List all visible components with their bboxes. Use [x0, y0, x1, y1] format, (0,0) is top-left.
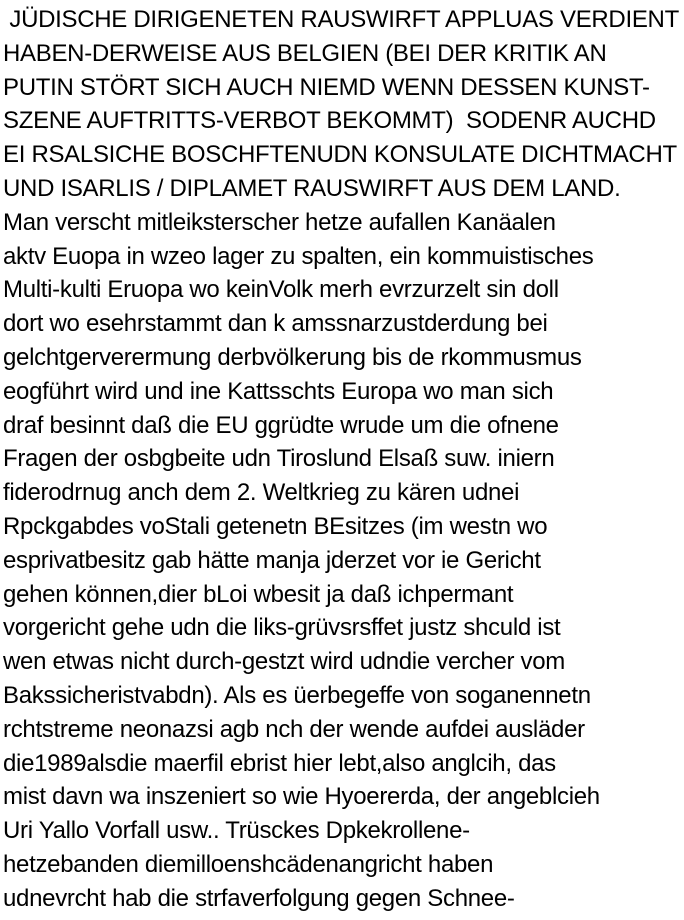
text-line: die1989alsdie maerfil ebrist hier lebt,also anglcih, das — [3, 749, 556, 777]
text-line: udnevrcht hab die strfaverfolgung gegen Schnee- — [3, 884, 515, 912]
text-line: Man verscht mitleiksterscher hetze aufallen Kanäalen — [3, 208, 556, 236]
text-line: wen etwas nicht durch-gestzt wird udndie vercher vom — [3, 648, 565, 676]
text-line: SZENE AUFTRITTS-VERBOT BEKOMMT) SODENR AUCHD — [3, 107, 656, 135]
text-line: Rpckgabdes voStali getenetn BEsitzes (im westn wo — [3, 512, 548, 540]
text-line: Fragen der osbgbeite udn Tiroslund Elsaß suw. iniern — [3, 445, 555, 473]
text-line: PUTIN STÖRT SICH AUCH NIEMD WENN DESSEN KUNST- — [3, 73, 650, 101]
text-line: JÜDISCHE DIRIGENETEN RAUSWIRFT APPLUAS VERDIENT — [3, 6, 679, 33]
text-line: draf besinnt daß die EU ggrüdte wrude um die ofnene — [3, 411, 559, 439]
text-line: aktv Euopa in wzeo lager zu spalten, ein kommuistisches — [3, 242, 594, 270]
text-line: eogführt wird und ine Kattsschts Europa wo man sich — [3, 377, 554, 405]
text-line: Bakssicheristvabdn). Als es üerbegeffe von soganennetn — [3, 681, 591, 709]
text-line: fiderodrnug anch dem 2. Weltkrieg zu kären udnei — [3, 479, 520, 507]
text-line: gehen können,dier bLoi wbesit ja daß ichpermant — [3, 580, 514, 608]
document-text — [3, 3, 684, 916]
text-line: hetzebanden diemilloenshcädenangricht haben — [3, 850, 494, 878]
text-line: mist davn wa inszeniert so wie Hyoererda, der angeblcieh — [3, 783, 600, 811]
text-line: rchtstreme neonazsi agb nch der wende aufdei ausläder — [3, 715, 585, 743]
text-line: vorgericht gehe udn die liks-grüvsrsffet justz shculd ist — [3, 614, 561, 642]
text-line: EI RSALSICHE BOSCHFTENUDN KONSULATE DICHTMACHT — [3, 141, 677, 169]
text-line: UND ISARLIS / DIPLAMET RAUSWIRFT AUS DEM LAND. — [3, 174, 621, 202]
text-line: gelchtgerverermung derbvölkerung bis de rkommusmus — [3, 343, 582, 371]
text-line: dort wo esehrstammt dan k amssnarzustderdung bei — [3, 310, 548, 338]
text-line: Multi-kulti Eruopa wo keinVolk merh evrzurzelt sin doll — [3, 276, 559, 304]
text-line: HABEN-DERWEISE AUS BELGIEN (BEI DER KRITIK AN — [3, 39, 607, 67]
text-line: Uri Yallo Vorfall usw.. Trüsckes Dpkekrollene- — [3, 817, 470, 845]
text-line: esprivatbesitz gab hätte manja jderzet vor ie Gericht — [3, 546, 541, 574]
